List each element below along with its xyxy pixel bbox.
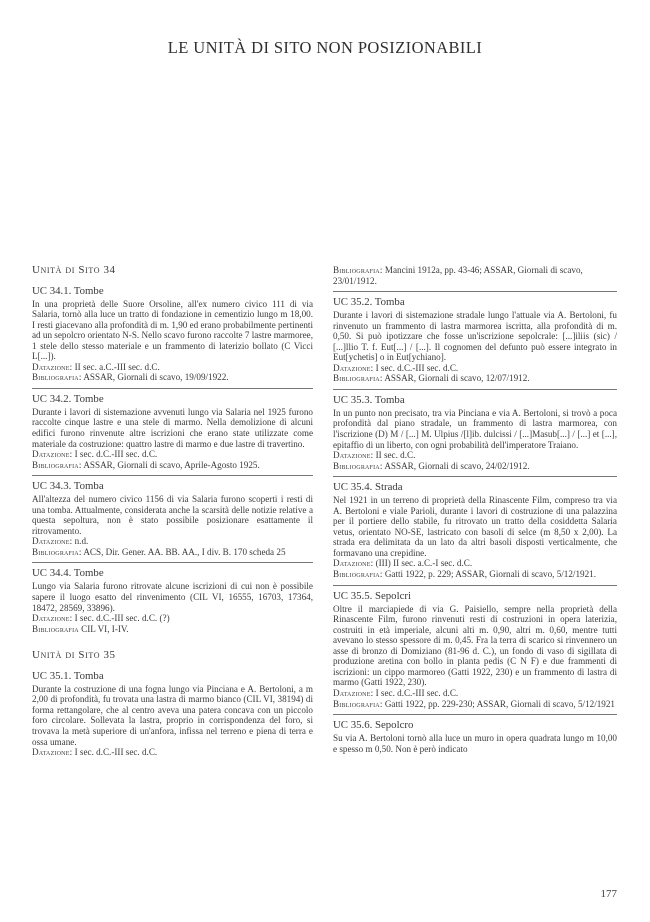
- unit-title: UC 35.4. Strada: [333, 481, 403, 494]
- bibliography-value: Gatti 1922, p. 229; ASSAR, Giornali di scavo, 5/12/1921.: [382, 569, 596, 580]
- bibliography-value: ACS, Dir. Gener. AA. BB. AA., I div. B. 170 scheda 25: [81, 546, 286, 557]
- bibliography-label: Bibliografia:: [333, 569, 383, 580]
- dating-line: [333, 688, 617, 699]
- bibliography-value: ASSAR, Giornali di scavo, 12/07/1912.: [382, 373, 530, 384]
- page-title: LE UNITÀ DI SITO NON POSIZIONABILI: [167, 38, 483, 57]
- unit-34-3: [32, 475, 313, 557]
- dating-label: Datazione:: [32, 613, 73, 624]
- bibliography-line: [333, 373, 617, 384]
- dating-line: [32, 613, 313, 624]
- bibliography-value: ASSAR, Giornali di scavo, 19/09/1922.: [81, 372, 229, 383]
- unit-body: Nel 1921 in un terreno di proprietà della Rinascente Film, compreso tra via A. Bertoloni e viale Parioli, durante i lavori di costruzione di una palazzina per il portiere dello stabile, fu ritrovato un tratto della cosiddetta Salaria vetus, orientato NO-SE, lastricato con basoli di selce (m 8,50 x 2,00). La strada era delimitata da un lato da altri basoli disposti verticalmente, che formavano una crepidine.: [333, 495, 617, 558]
- bibliography-label: Bibliografia:: [333, 373, 383, 384]
- bibliography-label: Bibliografia:: [32, 372, 82, 383]
- site-heading-35: Unità di Sito 35: [32, 649, 116, 662]
- dating-line: [32, 362, 313, 373]
- dating-line: [32, 747, 313, 758]
- bibliography-line: [32, 460, 313, 471]
- bibliography-label: Bibliografia:: [32, 459, 82, 470]
- dating-label: Datazione:: [32, 449, 73, 460]
- bibliography-label: Bibliografia: [32, 623, 79, 634]
- unit-title: UC 34.1. Tombe: [32, 284, 104, 297]
- unit-body: Durante i lavori di sistemazione stradale lungo l'attuale via A. Bertoloni, fu rinvenuto un frammento di lastra marmorea iscritta, alla profondità di m. 0,50. Si può ipotizzare che fosse un'iscrizione sepolcrale: [...]iliis (sic) / [...]llio T. f. Eut[...] / [...]. Il cognomen del defunto può essere integrato in Eut[ychetis] o in Eut[ychiano].: [333, 310, 617, 363]
- bibliography-value: CIL VI, I-IV.: [78, 623, 129, 634]
- unit-body: Lungo via Salaria furono ritrovate alcune iscrizioni di cui non è possibile sapere il luogo esatto del rinvenimento (CIL VI, 16555, 16703, 17364, 18472, 28569, 33896).: [32, 581, 313, 613]
- unit-34-4: [32, 562, 313, 634]
- unit-body: Oltre il marciapiede di via G. Paisiello, sempre nella proprietà della Rinascente Film, furono rinvenuti resti di costruzioni in opera laterizia, costruiti in età imperiale, alcuni alti m. 0,90, altri m. 0,60, mentre tutti avevano lo stesso spessore di m. 0,45. Fra la terra di scarico si rinvennero un asse di bronzo di Domiziano (81-96 d. C.), un fondo di vaso di sigillata di produzione aretina con bollo in planta pedis (C N F) e due frammenti di iscrizioni: un cippo marmoreo (Gatti 1922, 230) e un frammento di lastra di marmo (Gatti 1922, 230).: [333, 603, 617, 688]
- bibliography-value: Mancini 1912a, pp. 43-46; ASSAR, Giornali di scavo, 23/01/1912.: [333, 265, 583, 286]
- unit-title: UC 35.5. Sepolcri: [333, 589, 411, 602]
- dating-label: Datazione:: [32, 747, 73, 758]
- unit-title: UC 35.2. Tomba: [333, 296, 405, 309]
- unit-title: UC 35.1. Tomba: [32, 669, 104, 682]
- unit-title: UC 34.4. Tombe: [32, 567, 104, 580]
- unit-34-1: [32, 285, 313, 383]
- dating-label: Datazione:: [333, 450, 374, 461]
- bibliography-line: [32, 624, 313, 635]
- dating-line: [32, 449, 313, 460]
- dating-value: I sec. d.C.-III sec. d.C. (?): [72, 613, 170, 624]
- dating-value: I sec. d.C.-III sec. d.C.: [373, 687, 459, 698]
- dating-line: [333, 450, 617, 461]
- unit-title: UC 34.3. Tomba: [32, 480, 104, 493]
- bibliography-line: [32, 547, 313, 558]
- bibliography-label: Bibliografia:: [32, 546, 82, 557]
- unit-35-6: [333, 714, 617, 754]
- bibliography-label: Bibliografia:: [333, 460, 383, 471]
- unit-35-1: [32, 670, 313, 758]
- bibliography-label: Bibliografia:: [333, 698, 383, 709]
- unit-body: Su via A. Bertoloni tornò alla luce un muro in opera quadrata lungo m 10,00 e spesso m 0,50. Non è però indicato: [333, 733, 617, 754]
- dating-line: [32, 536, 313, 547]
- dating-label: Datazione:: [333, 687, 374, 698]
- bibliography-value: ASSAR, Giornali di scavo, 24/02/1912.: [382, 460, 530, 471]
- unit-body: In un punto non precisato, tra via Pinciana e via A. Bertoloni, si trovò a poca profondità dal piano stradale, un frammento di lastra marmorea, con l'iscrizione (D) M / [...] M. Ulpius /[l]ib. dulcissi / [...]Masub[...] / [...] et [...], epitaffio di un liberto, con ogni probabilità dell'imperatore Traiano.: [333, 407, 617, 450]
- unit-body: Durante la costruzione di una fogna lungo via Pinciana e A. Bertoloni, a m 2,00 di profondità, fu trovata una lastra di marmo bianco (CIL VI, 38194) di forma rettangolare, che al centro aveva una patera concava con un piccolo foro circolare. Sollevata la lastra, proprio in corrispondenza del foro, si trovava la metà superiore di un'anfora, infissa nel terreno e piena di terra e ossa umane.: [32, 683, 313, 747]
- page-number: 177: [600, 888, 617, 900]
- bibliography-value: ASSAR, Giornali di scavo, Aprile-Agosto 1925.: [81, 459, 260, 470]
- dating-value: II sec. a.C.-III sec. d.C.: [72, 361, 160, 372]
- unit-35-4: [333, 476, 617, 579]
- unit-35-5: [333, 585, 617, 709]
- unit-title: UC 35.3. Tomba: [333, 393, 405, 406]
- dating-line: [333, 363, 617, 374]
- dating-value: (III) II sec. a.C.-I sec. d.C.: [373, 558, 473, 569]
- dating-label: Datazione:: [32, 536, 73, 547]
- dating-label: Datazione:: [333, 558, 374, 569]
- dating-value: I sec. d.C.-III sec. d.C.: [373, 362, 459, 373]
- bibliography-line: [333, 461, 617, 472]
- bibliography-line: [333, 569, 617, 580]
- unit-body: All'altezza del numero civico 1156 di via Salaria furono scoperti i resti di una tomba. Attualmente, considerata anche la scarsità delle notizie relative a questa sepoltura, non è stato possibile posizionare esattamente il ritrovamento.: [32, 494, 313, 536]
- bibliography-label: Bibliografia:: [333, 265, 383, 275]
- unit-35-2: [333, 291, 617, 384]
- unit-title: UC 35.6. Sepolcro: [333, 719, 414, 732]
- bibliography-value: Gatti 1922, pp. 229-230; ASSAR, Giornali di scavo, 5/12/1921: [382, 698, 615, 709]
- dating-value: II sec. d.C.: [373, 450, 416, 461]
- dating-label: Datazione:: [333, 362, 374, 373]
- dating-line: [333, 558, 617, 569]
- unit-body: Durante i lavori di sistemazione avvenuti lungo via Salaria nel 1925 furono raccolte cinque lastre e una stele di marmo. Nella demolizione di alcuni edifici furono rinvenute altre iscrizioni che erano state utilizzate come materiale da costruzione: quattro lastre di marmo e due lastre di travertino.: [32, 406, 313, 449]
- dating-label: Datazione:: [32, 361, 73, 372]
- unit-34-2: [32, 388, 313, 470]
- site-heading-34: Unità di Sito 34: [32, 264, 116, 276]
- dating-value: I sec. d.C.-III sec. d.C.: [72, 449, 158, 460]
- unit-title: UC 34.2. Tombe: [32, 392, 104, 405]
- bibliography-line: [333, 699, 617, 710]
- dating-value: I sec. d.C.-III sec. d.C.: [72, 747, 158, 758]
- bibliography-line-continued: [333, 265, 617, 286]
- bibliography-line: [32, 372, 313, 383]
- unit-body: In una proprietà delle Suore Orsoline, all'ex numero civico 111 di via Salaria, tornò alla luce un tratto di fondazione in cementizio lungo m 18,00. I resti giacevano alla profondità di m. 1,90 ed erano probabilmente pertinenti ad un sepolcro orientato N-S. Nello scavo furono raccolte 7 lastre marmoree, 1 stele dello stesso materiale e un frammento di laterizio bollato (C Vicci L[...]).: [32, 298, 314, 362]
- left-column: [32, 265, 313, 763]
- dating-value: n.d.: [72, 536, 89, 547]
- unit-35-3: [333, 389, 617, 471]
- right-column: [333, 265, 617, 759]
